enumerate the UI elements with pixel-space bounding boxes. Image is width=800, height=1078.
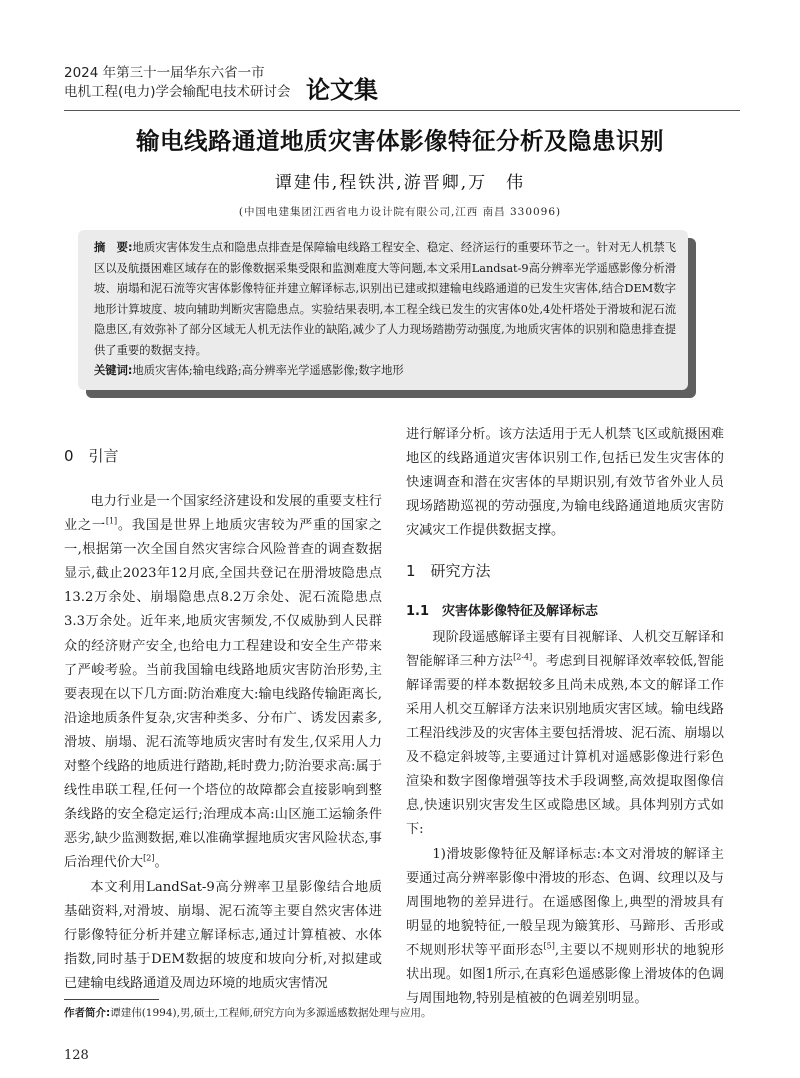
- keywords-text: 地质灾害体;输电线路;高分辨率光学遥感影像;数字地形: [132, 364, 404, 377]
- paragraph-text: 现阶段遥感解译主要有目视解译、人机交互解译和智能解译三种方法: [406, 629, 724, 669]
- footnote-text: 谭建伟(1994),男,硕士,工程师,研究方向为多源遥感数据处理与应用。: [110, 1007, 432, 1019]
- paragraph-text: 。我国是世界上地质灾害较为严重的国家之一,根据第一次全国自然灾害综合风险普查的调查数据显示,截止2023年12月底,全国共登记在册滑坡隐患点13.2万余处、崩塌隐患点8.2万余处、泥石流隐患点3.3万余处。近年来,地质灾害频发,不仅威胁到人民群众的经济财产安全,也给电力工程建设和安全生产带来了严峻考验。当前我国输电线路地质灾害防治形势,主要表现在以下几方面:防治难度大:输电线路传输距离长,沿途地质条件复杂,灾害种类多、分布广、诱发因素多,滑坡、崩塌、泥石流等地质灾害时有发生,仅采用人力对整个线路的地质进行踏勘,耗时费力;防治要求高:属于线性串联工程,任何一个塔位的故障都会直接影响到整条线路的安全稳定运行;治理成本高:山区施工运输条件恶劣,缺少监测数据,难以准确掌握地质灾害风险状态,事后治理代价大: [64, 518, 383, 871]
- abstract-label: 摘 要:: [94, 241, 133, 254]
- collection-label: 论文集: [306, 76, 378, 104]
- footnote-rule: [64, 999, 159, 1000]
- keywords: [94, 361, 676, 382]
- conference-line-1: 2024 年第三十一届华东六省一市: [64, 65, 265, 81]
- paragraph-text: 1)滑坡影像特征及解译标志:本文对滑坡的解译主要通过高分辨率影像中滑坡的形态、色调、纹理以及与周围地物的差异进行。在遥感图像上,典型的滑坡具有明显的地貌特征,一般呈现为簸箕形、马蹄形、舌形或不规则形状等平面形态: [406, 846, 724, 958]
- paragraph: 进行解译分析。该方法适用于无人机禁飞区或航摄困难地区的线路通道灾害体识别工作,包括已发生灾害体的快速调查和潜在灾害体的早期识别,有效节省外业人员现场踏勘巡视的劳动强度,为输电线路通道地质灾害防灾减灾工作提供数据支撑。: [406, 427, 724, 539]
- paragraph: [406, 626, 724, 843]
- abstract-text: 地质灾害体发生点和隐患点排查是保障输电线路工程安全、稳定、经济运行的重要环节之一。针对无人机禁飞区以及航摄困难区域存在的影像数据采集受限和监测难度大等问题,本文采用Landsat-9高分辨率光学遥感影像分析滑坡、崩塌和泥石流等灾害体影像特征并建立解译标志,识别出已建或拟建输电线路通道的已发生灾害体,结合DEM数字地形计算坡度、坡向辅助判断灾害隐患点。实验结果表明,本工程全线已发生的灾害体0处,4处杆塔处于滑坡和泥石流隐患区,有效弥补了部分区域无人机无法作业的缺陷,减少了人力现场踏勘劳动强度,为地质灾害体的识别和隐患排查提供了重要的数据支持。: [94, 241, 676, 357]
- section-0-heading: 0 引言: [64, 447, 119, 465]
- paragraph: [406, 843, 724, 1012]
- authors: 谭建伟,程铁洪,游晋卿,万 伟: [274, 173, 526, 193]
- abstract-box: [78, 230, 688, 390]
- paragraph-text: 。考虑到目视解译效率较低,智能解译需要的样本数据较多且尚未成熟,本文的解译工作采用人机交互解译方法来识别地质灾害区域。输电线路工程沿线涉及的灾害体主要包括滑坡、泥石流、崩塌以及不稳定斜坡等,主要通过计算机对遥感影像进行彩色渲染和数字图像增强等技术手段调整,高效提取图像信息,快速识别灾害发生区或隐患区域。具体判别方式如下:: [406, 653, 724, 838]
- conference-line-2: 电机工程(电力)学会输配电技术研讨会: [64, 84, 291, 100]
- paragraph-text: ,主要以不规则形状的地貌形状出现。如图1所示,在真彩色遥感影像上滑坡体的色调与周围地物,特别是植被的色调差别明显。: [406, 942, 724, 1007]
- paper-title: 输电线路通道地质灾害体影像特征分析及隐患识别: [136, 127, 664, 155]
- page-number: 128: [64, 1048, 89, 1063]
- citation: [2]: [143, 854, 155, 864]
- citation: [2-4]: [513, 652, 533, 662]
- footnote-label: 作者简介:: [64, 1007, 111, 1019]
- paragraph: [64, 490, 382, 876]
- citation: [1]: [105, 516, 118, 526]
- paragraph-text: 。: [154, 855, 168, 871]
- conference-name: [64, 64, 291, 102]
- affiliation: (中国电建集团江西省电力设计院有限公司,江西 南昌 330096): [238, 206, 562, 218]
- subsection-1-1-heading: 1.1 灾害体影像特征及解译标志: [406, 603, 599, 619]
- paragraph-text: 电力行业是一个国家经济建设和发展的重要支柱行业之一: [64, 494, 382, 534]
- section-1-heading: 1 研究方法: [406, 562, 491, 581]
- citation: [5]: [543, 941, 555, 951]
- abstract: [94, 238, 676, 361]
- right-column: [406, 423, 724, 1011]
- keywords-label: 关键词:: [94, 364, 133, 377]
- paragraph: 本文利用LandSat-9高分辨率卫星影像结合地质基础资料,对滑坡、崩塌、泥石流等主要自然灾害体进行影像特征分析并建立解译标志,通过计算植被、水体指数,同时基于DEM数据的坡度和坡向分析,对拟建或已建输电线路通道及周边环境的地质灾害情况: [64, 879, 382, 991]
- author-footnote: [64, 1005, 744, 1020]
- conference-header: [64, 54, 740, 111]
- left-column: [64, 490, 382, 996]
